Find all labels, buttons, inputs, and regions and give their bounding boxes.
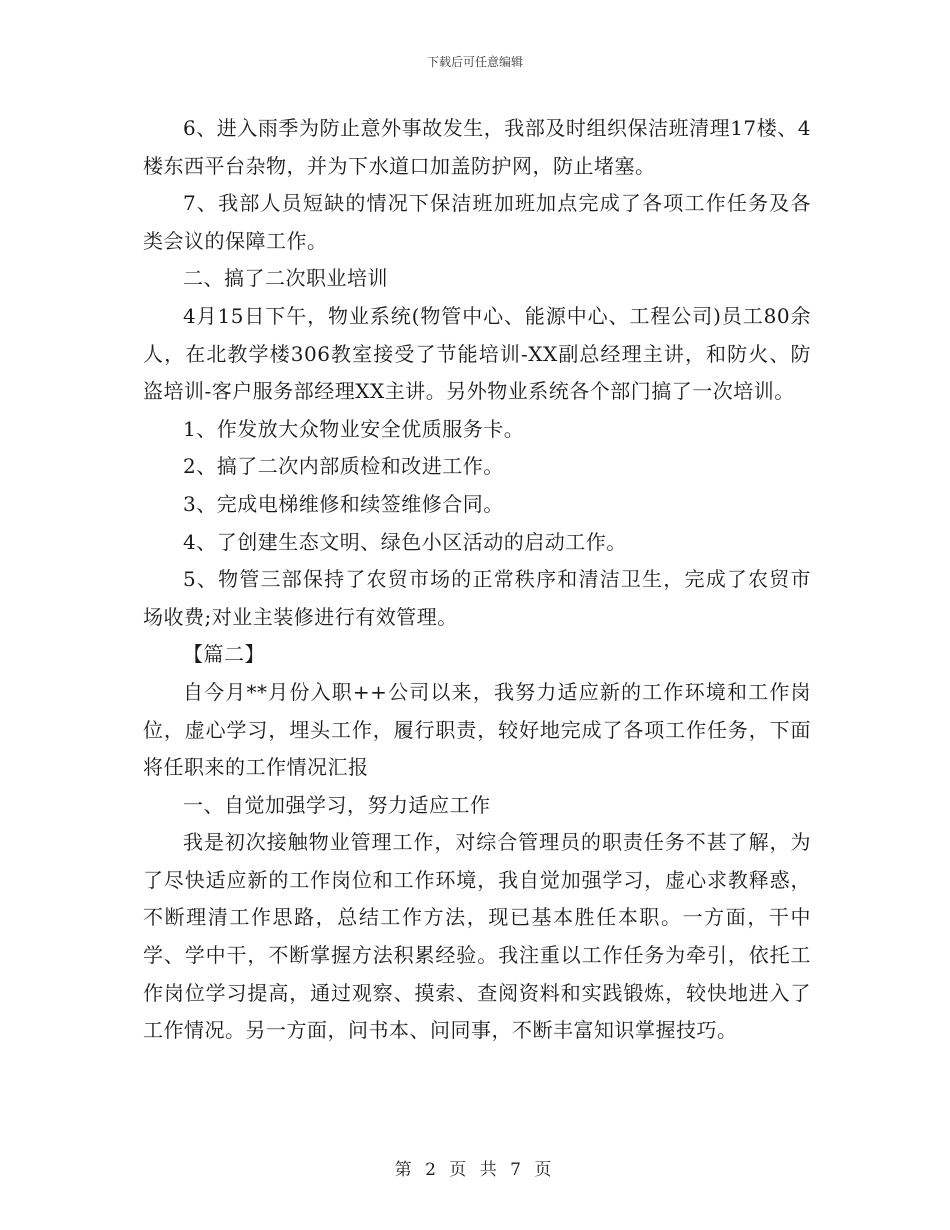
page-number-footer: 第 2 页 共 7 页: [394, 1160, 556, 1180]
paragraph-training-details: 4月15日下午，物业系统(物管中心、能源中心、工程公司)员工80余人，在北教学楼306教室接受了节能培训-XX副总经理主讲，和防火、防盗培训-客户服务部经理XX主讲。另外物业系统各个部门搞了一次培训。: [143, 303, 811, 404]
paragraph-intro: 自今月**月份入职++公司以来，我努力适应新的工作环境和工作岗位，虚心学习，埋头工作，履行职责，较好地完成了各项工作任务，下面将任职来的工作情况汇报: [143, 679, 811, 780]
document-body: [143, 110, 811, 1050]
list-item-3: 3、完成电梯维修和续签维修合同。: [183, 491, 504, 516]
paragraph-item-6: 6、进入雨季为防止意外事故发生，我部及时组织保洁班清理17楼、4楼东西平台杂物，并为下水道口加盖防护网，防止堵塞。: [143, 116, 811, 178]
paragraph-item-7: 7、我部人员短缺的情况下保洁班加班加点完成了各项工作任务及各类会议的保障工作。: [143, 191, 811, 253]
section-heading-training: 二、搞了二次职业培训: [183, 266, 388, 291]
list-item-1: 1、作发放大众物业安全优质服务卡。: [183, 416, 525, 441]
page-header: 下载后可任意编辑: [426, 55, 523, 69]
list-item-2: 2、搞了二次内部质检和改进工作。: [183, 454, 504, 479]
section-heading-study: 一、自觉加强学习，努力适应工作: [183, 792, 491, 817]
list-item-4: 4、了创建生态文明、绿色小区活动的启动工作。: [183, 529, 627, 554]
list-item-5: 5、物管三部保持了农贸市场的正常秩序和清洁卫生，完成了农贸市场收费;对业主装修进行有效管理。: [143, 567, 811, 629]
section-marker-part-two: 【篇二】: [183, 642, 265, 667]
paragraph-study-details: 我是初次接触物业管理工作，对综合管理员的职责任务不甚了解，为了尽快适应新的工作岗位和工作环境，我自觉加强学习，虚心求教释惑，不断理清工作思路，总结工作方法，现已基本胜任本职。一方面，干中学、学中干，不断掌握方法积累经验。我注重以工作任务为牵引，依托工作岗位学习提高，通过观察、摸索、查阅资料和实践锻炼，较快地进入了工作情况。另一方面，问书本、问同事，不断丰富知识掌握技巧。: [143, 830, 811, 1043]
